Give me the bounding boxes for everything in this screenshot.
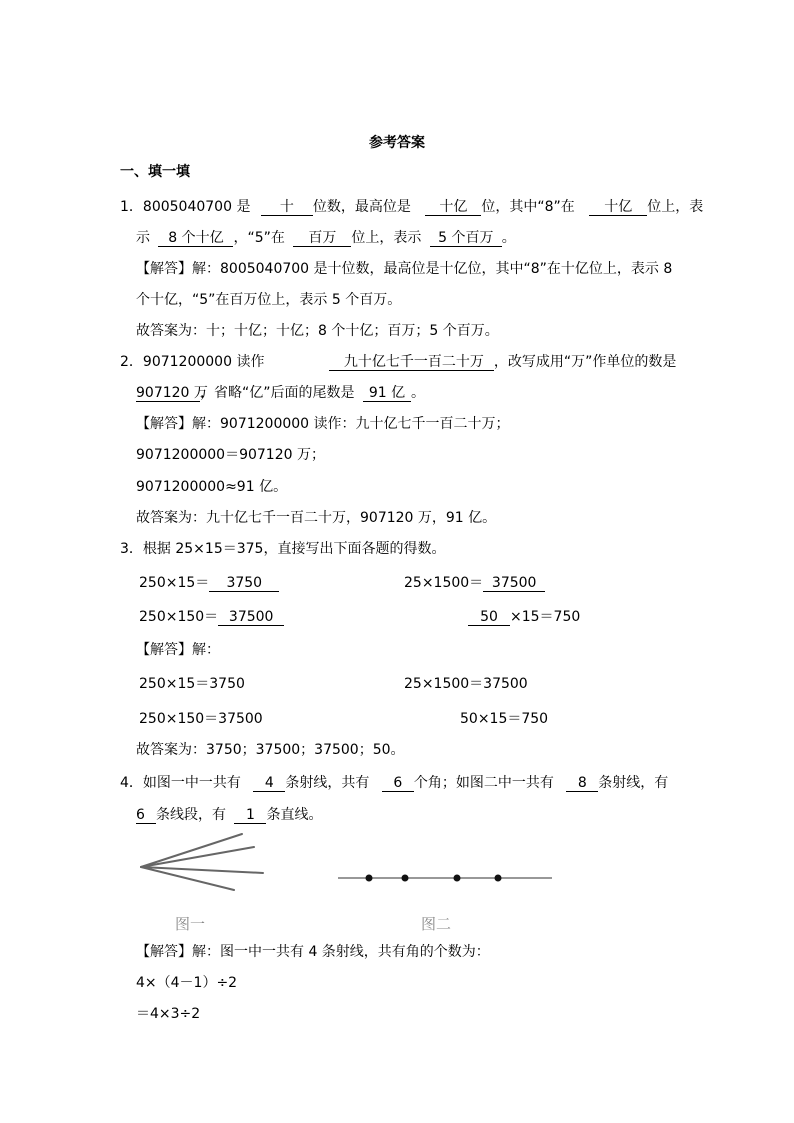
q2-solution-3: 9071200000≈91 亿。	[136, 479, 288, 495]
text: 8005040700 是	[142, 199, 251, 215]
text: 个角；如图二中一共有	[413, 775, 554, 791]
ray	[141, 847, 254, 867]
text: 250×15＝	[139, 575, 210, 591]
q2-answer: 故答案为：九十亿七千一百二十万，907120 万，91 亿。	[136, 510, 497, 526]
answer-blank: 91 亿	[363, 385, 411, 402]
answer-blank: 8 个十亿	[158, 230, 233, 247]
answer-blank: 九十亿七千一百二十万	[329, 354, 494, 371]
text: ×15＝750	[510, 609, 581, 625]
text: 。	[501, 230, 516, 246]
answer-blank: 50	[468, 609, 510, 626]
text: 。	[410, 385, 425, 401]
q4-step-1: 4×（4－1）÷2	[136, 975, 238, 991]
answer-blank: 十亿	[425, 199, 481, 216]
text: 如图一中一共有	[142, 775, 241, 791]
text: 条线段，有	[156, 807, 226, 823]
q3-problem-2	[404, 574, 545, 592]
q3-answer: 故答案为：3750；37500；37500；50。	[136, 742, 405, 758]
ray	[141, 834, 242, 867]
text: 条射线，共有	[285, 775, 370, 791]
q1-line2	[136, 229, 516, 247]
q2-solution-1: 【解答】解：9071200000 读作：九十亿七千一百二十万；	[136, 416, 510, 432]
point	[454, 875, 461, 882]
point	[402, 875, 409, 882]
q1-number: 1．	[120, 199, 143, 215]
q2-number: 2．	[120, 354, 143, 370]
text: ，“5”在	[233, 230, 285, 246]
answer-blank: 8	[566, 775, 598, 792]
point	[495, 875, 502, 882]
section-heading: 一、填一填	[120, 164, 190, 180]
page-title: 参考答案	[369, 135, 425, 151]
text: 250×150＝	[139, 609, 219, 625]
answer-blank: 37500	[218, 609, 284, 626]
q2-solution-2: 9071200000＝907120 万；	[136, 447, 325, 463]
figure-two-line	[330, 865, 560, 890]
answer-blank: 6	[136, 807, 156, 824]
text: 条射线，有	[598, 775, 669, 791]
q3-result-4: 50×15＝750	[460, 711, 549, 727]
q3-problem-4	[468, 608, 580, 626]
answer-blank: 37500	[483, 575, 545, 592]
text: 位上，表	[647, 199, 704, 215]
figure-one-rays	[130, 825, 280, 895]
q1-solution-2: 个十亿，“5”在百万位上，表示 5 个百万。	[136, 292, 402, 308]
q3-number: 3．	[120, 541, 143, 557]
q3-solution: 【解答】解：	[136, 642, 220, 658]
q1-solution-1: 【解答】解：8005040700 是十位数，最高位是十亿位，其中“8”在十亿位上，表示 8	[136, 261, 673, 277]
q1-answer: 故答案为：十；十亿；十亿；8 个十亿；百万；5 个百万。	[136, 323, 499, 339]
answer-blank: 3750	[209, 575, 279, 592]
q3-stem	[120, 540, 445, 558]
q4-solution: 【解答】解：图一中一共有 4 条射线，共有角的个数为：	[136, 944, 490, 960]
point	[366, 875, 373, 882]
q2-line2	[136, 384, 425, 402]
q1-line1	[120, 198, 703, 216]
q3-problem-1	[139, 574, 279, 592]
text: 根据 25×15＝375，直接写出下面各题的得数。	[142, 541, 446, 557]
text: 9071200000 读作	[142, 354, 265, 370]
answer-blank: 6	[382, 775, 414, 792]
figure-two-caption: 图二	[421, 915, 452, 933]
q3-result-3: 250×150＝37500	[139, 711, 263, 727]
text: 条直线。	[266, 807, 323, 823]
answer-blank: 4	[253, 775, 285, 792]
q4-line1	[120, 774, 668, 792]
answer-blank: 十亿	[589, 199, 647, 216]
text: ，改写成用“万”作单位的数是	[493, 354, 677, 370]
q4-line2	[136, 806, 322, 824]
q3-result-1: 250×15＝3750	[139, 676, 245, 692]
q4-step-2: ＝4×3÷2	[136, 1006, 201, 1022]
answer-blank: 十	[261, 199, 313, 216]
q3-result-2: 25×1500＝37500	[404, 676, 528, 692]
answer-blank: 1	[234, 807, 266, 824]
q3-problem-3	[139, 608, 284, 626]
answer-blank: 907120 万	[136, 385, 208, 401]
answer-blank: 百万	[293, 230, 351, 247]
text: ，省略“亿”后面的尾数是	[200, 385, 355, 401]
figure-one-caption: 图一	[175, 915, 206, 933]
text: 25×1500＝	[404, 575, 484, 591]
text: 位数，最高位是	[312, 199, 411, 215]
q2-line1	[120, 353, 676, 371]
q4-number: 4．	[120, 775, 143, 791]
answer-blank: 5 个百万	[430, 230, 502, 247]
text: 位，其中“8”在	[481, 199, 575, 215]
text: 位上，表示	[351, 230, 422, 246]
text: 示	[136, 230, 150, 246]
